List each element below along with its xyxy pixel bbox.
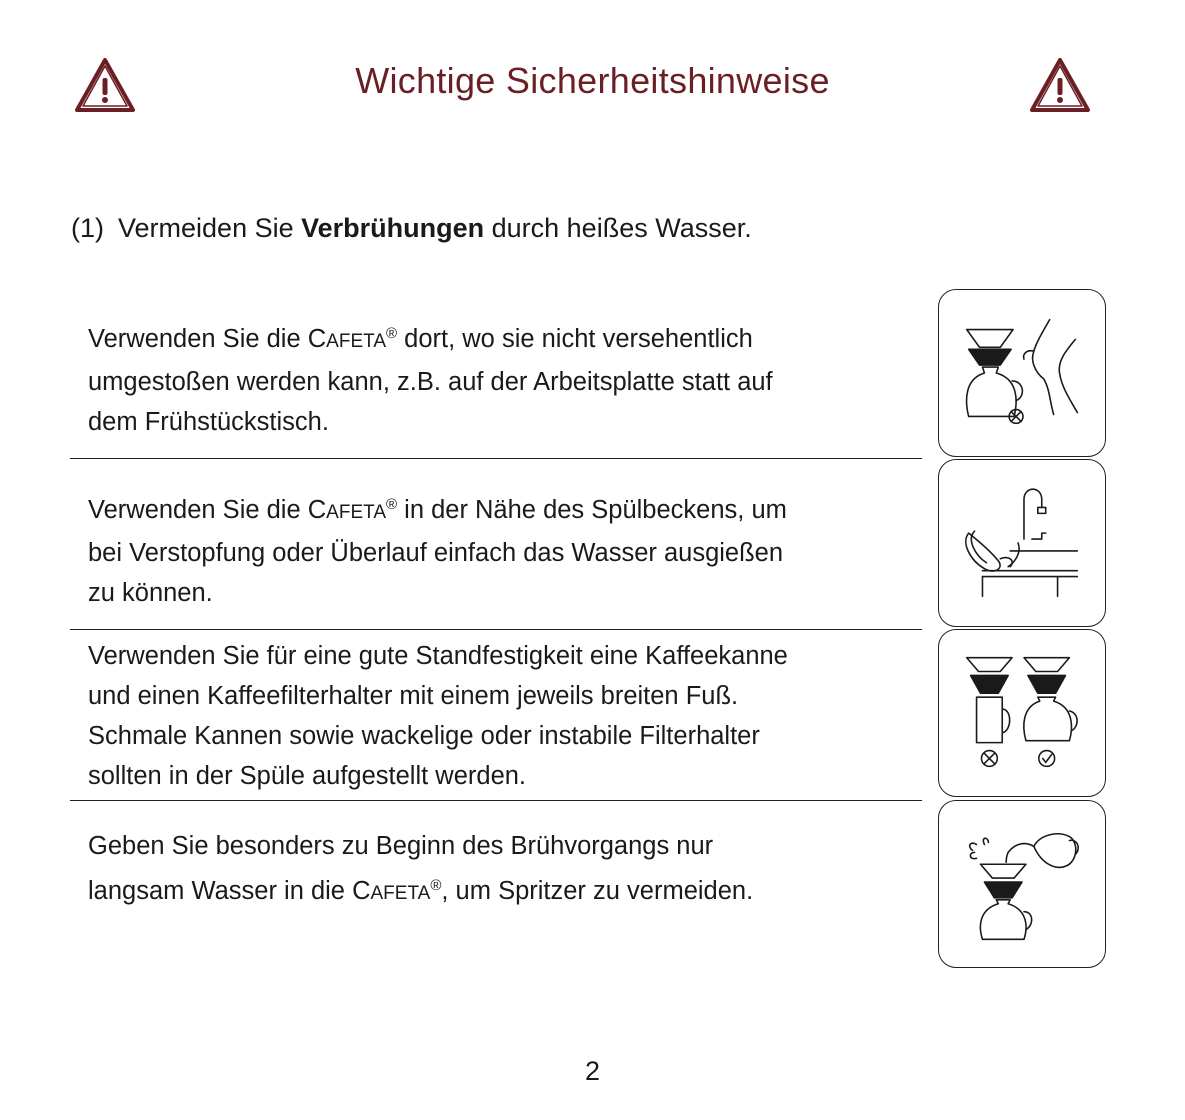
page-number: 2 (584, 1056, 601, 1086)
paragraph-line: Schmale Kannen sowie wackelige oder instabile Filterhalter (88, 722, 760, 750)
text-segment: dort, wo sie nicht versehentlich (397, 325, 753, 353)
brand-rest: AFETA (326, 502, 386, 523)
pouring-water-slowly-icon (938, 800, 1106, 968)
safety-paragraph-3 (88, 636, 788, 796)
registered-mark: ® (430, 877, 442, 894)
page-title: Wichtige Sicherheitshinweise (355, 60, 830, 101)
paragraph-line (88, 485, 787, 533)
registered-mark: ® (386, 496, 398, 513)
registered-mark: ® (386, 325, 398, 342)
brand-name (308, 325, 397, 353)
warning-triangle-icon (1028, 56, 1092, 116)
text-segment: Verwenden Sie die (88, 325, 308, 353)
section-text-bold: Verbrühungen (301, 213, 485, 243)
section-text-after: durch heißes Wasser. (484, 213, 752, 243)
paragraph-line: sollten in der Spüle aufgestellt werden. (88, 762, 527, 790)
text-segment: Verwenden Sie die (88, 496, 308, 524)
paragraph-line: dem Frühstückstisch. (88, 408, 329, 436)
brand-rest: AFETA (370, 883, 431, 904)
brand-first-letter: C (307, 325, 327, 353)
carafe-near-sink-icon (938, 459, 1106, 627)
paragraph-line: Geben Sie besonders zu Beginn des Brühvorgangs nur (88, 832, 714, 860)
safety-paragraph-1 (88, 314, 773, 442)
section-heading (71, 213, 752, 244)
paragraph-line: und einen Kaffeefilterhalter mit einem jeweils breiten Fuß. (88, 682, 739, 710)
section-text-before: Vermeiden Sie (118, 213, 302, 243)
text-segment: langsam Wasser in die (88, 877, 353, 905)
brand-first-letter: C (352, 877, 371, 905)
text-segment: , um Spritzer zu vermeiden. (441, 877, 754, 905)
row-separator (70, 458, 922, 459)
brand-name (352, 877, 441, 905)
paragraph-line: zu können. (88, 579, 213, 607)
stable-vs-unstable-carafe-icon (938, 629, 1106, 797)
paragraph-line (88, 314, 773, 362)
paragraph-line: bei Verstopfung oder Überlauf einfach das Wasser ausgießen (88, 539, 784, 567)
paragraph-line: umgestoßen werden kann, z.B. auf der Arbeitsplatte statt auf (88, 368, 773, 396)
paragraph-line (88, 866, 753, 914)
safety-paragraph-4 (88, 826, 753, 914)
brand-rest: AFETA (326, 331, 386, 352)
section-number: (1) (71, 213, 104, 243)
row-separator (70, 629, 922, 630)
brand-name (308, 496, 397, 524)
safety-paragraph-2 (88, 485, 787, 613)
row-separator (70, 800, 922, 801)
paragraph-line: Verwenden Sie für eine gute Standfestigkeit eine Kaffeekanne (88, 642, 788, 670)
brand-first-letter: C (307, 496, 327, 524)
text-segment: in der Nähe des Spülbeckens, um (397, 496, 787, 524)
carafe-on-countertop-icon (938, 289, 1106, 457)
